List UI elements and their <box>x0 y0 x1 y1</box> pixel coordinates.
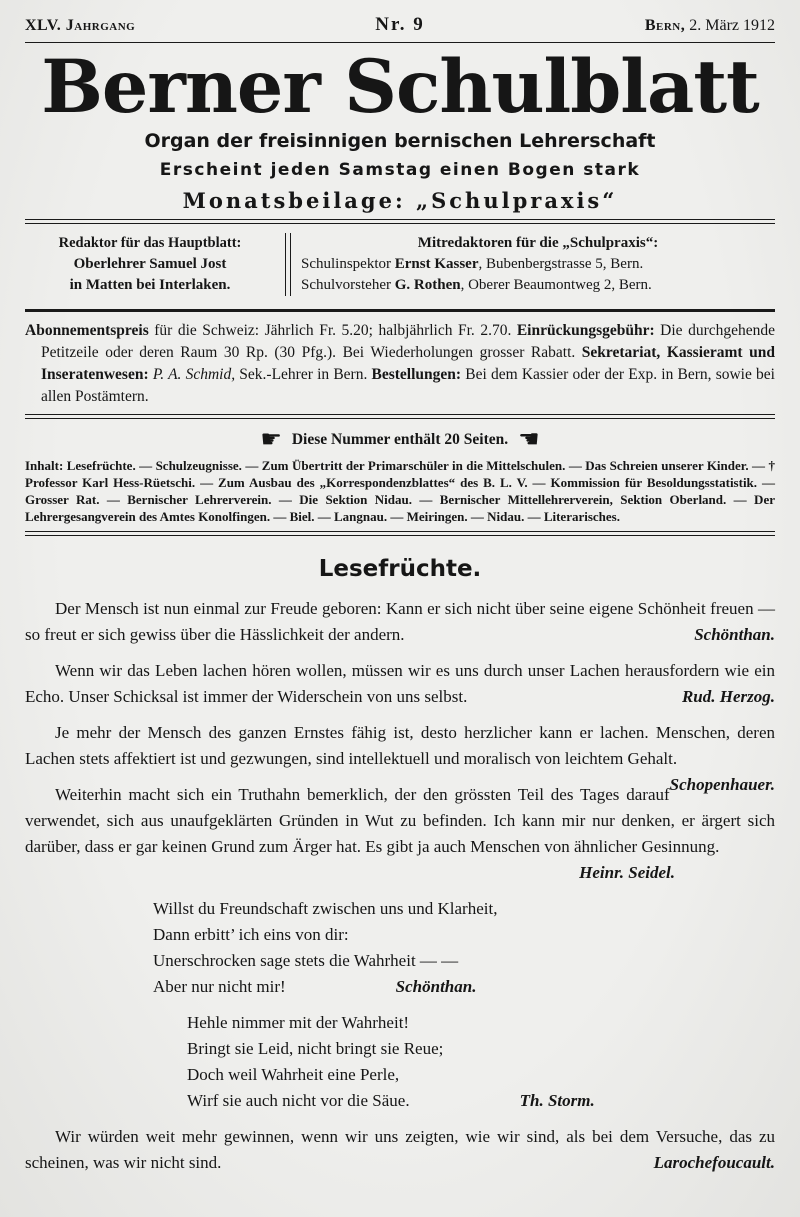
rule-above-editors <box>25 219 775 224</box>
rule-under-issue-line <box>25 42 775 43</box>
subtitle-monatsbeilage: Monatsbeilage: „Schulpraxis“ <box>182 188 618 213</box>
editor-main-name: Samuel Jost <box>149 256 227 272</box>
editor-main-title: Oberlehrer <box>73 256 150 272</box>
poem-2-last-line <box>187 1088 775 1114</box>
poem-2-attribution: Th. Storm. <box>519 1091 595 1110</box>
poem-1 <box>153 896 775 1000</box>
editor-co1-title: Schulinspektor <box>301 256 395 272</box>
editor-co2-name: G. Rothen <box>394 277 461 293</box>
closing-attribution: Larochefoucault. <box>653 1153 775 1172</box>
editors-vertical-divider <box>285 233 291 296</box>
closing-text: Wir würden weit mehr gewinnen, wenn wir uns zeigten, wie wir sind, als bei dem Versuche, das zu scheinen, was wir nicht sind. <box>25 1127 775 1172</box>
paragraph-4-attribution: Heinr. Seidel. <box>579 863 675 882</box>
poem-1-line-1: Willst du Freundschaft zwischen uns und Klarheit, <box>153 899 498 918</box>
editor-co1-address: , Bubenbergstrasse 5, Bern. <box>478 256 644 272</box>
article-paragraph-2 <box>25 658 775 710</box>
editor-main-line2: in Matten bei Interlaken. <box>69 277 231 293</box>
subscription-price-label: Abonnementspreis <box>25 322 149 339</box>
poem-1-last-line <box>153 974 775 1000</box>
poem-2 <box>187 1010 775 1114</box>
editor-main-line1 <box>25 254 275 275</box>
page-count-notice <box>25 425 775 453</box>
issue-number: Nr. 9 <box>375 14 425 35</box>
article-paragraph-4 <box>25 782 775 886</box>
poem-1-line-2: Dann erbitt’ ich eins von dir: <box>153 925 349 944</box>
editor-co2-title: Schulvorsteher <box>301 277 395 293</box>
editor-main-column <box>25 233 275 296</box>
subtitle-erscheint: Erscheint jeden Samstag einen Bogen stark <box>159 160 641 180</box>
paragraph-1-attribution: Schönthan. <box>694 625 775 644</box>
paragraph-1-text: Der Mensch ist nun einmal zur Freude geboren: Kann er sich nicht über seine eigene Schönheit freuen — so freut er sich gewiss über die Hässlichkeit der andern. <box>25 599 775 644</box>
secretary-name: P. A. Schmid, <box>148 366 236 383</box>
rule-above-notice <box>25 414 775 419</box>
dateline-place: Bern, <box>644 17 686 34</box>
contents-list: Lesefrüchte. — Schulzeugnisse. — Zum Übertritt der Primarschüler in die Mittelschulen. — Das Schreien unserer Kinder. — † Professor Karl Hess-Rüetschi. — Zum Ausbau des „Korrespondenzblattes“ des B. L. V. — Kommission für Besoldungsstatistik. — Grosser Rat. — Bernischer Lehrerverein. — Die Sektion Nidau. — Bernischer Mittellehrerverein, Sektion Oberland. — Der Lehrergesangverein des Amtes Konolfingen. — Biel. — Langnau. — Meiringen. — Nidau. — Literarisches. <box>25 458 775 524</box>
subscription-info <box>25 320 775 408</box>
rule-below-contents <box>25 531 775 536</box>
poem-1-line-3: Unerschrocken sage stets die Wahrheit — — <box>153 951 459 970</box>
paragraph-3-text: Je mehr der Mensch des ganzen Ernstes fähig ist, desto herzlicher kann er lachen. Menschen, deren Lachen stets affektiert ist und gezwungen, sind intellektuell und moralisch von leichtem Gehalt. <box>25 723 775 768</box>
dateline-date: 2. März 1912 <box>689 17 775 34</box>
poem-2-line-3: Doch weil Wahrheit eine Perle, <box>187 1065 400 1084</box>
insertion-fee-text: Die durchgehende Petitzeile oder deren Raum 30 Rp. (30 Pfg.). Bei Wiederholungen grosser Rabatt. <box>41 322 776 361</box>
article-title: Lesefrüchte. <box>318 556 482 582</box>
article-paragraph-1 <box>25 596 775 648</box>
dateline <box>525 17 775 35</box>
poem-1-line-4: Aber nur nicht mir! <box>153 977 286 996</box>
editor-co2-address: , Oberer Beaumontweg 2, Bern. <box>460 277 652 293</box>
editor-main-heading: Redaktor für das Hauptblatt: <box>58 235 242 251</box>
volume-label: XLV. Jahrgang <box>25 17 136 34</box>
editor-co-line2 <box>301 275 775 296</box>
rule-below-editors <box>25 309 775 312</box>
paragraph-4-text: Weiterhin macht sich ein Truthahn bemerklich, der den grössten Teil des Tages darauf verwendet, sich aus unaufgeklärten Gründen in Wut zu befinden. Ich kann mir nur denken, er ärgert sich darüber, dass er gar keinen Grund zum Ärger hat. Es gibt ja auch Menschen von ähnlicher Gesinnung. <box>25 785 775 856</box>
paragraph-3-attribution: Schopenhauer. <box>669 775 775 794</box>
paper-title: Berner Schulblatt <box>41 44 759 130</box>
contents-label: Inhalt: <box>25 458 64 473</box>
page-count-text: Diese Nummer enthält 20 Seiten. <box>291 431 509 448</box>
editor-co-column <box>301 233 775 296</box>
poem-2-line-4: Wirf sie auch nicht vor die Säue. <box>187 1091 410 1110</box>
table-of-contents <box>25 457 775 525</box>
paragraph-2-text: Wenn wir das Leben lachen hören wollen, müssen wir es uns durch unser Lachen herausfordern wie ein Echo. Unser Schicksal ist immer der Widerschein von uns selbst. <box>25 661 775 706</box>
paragraph-2-attribution: Rud. Herzog. <box>681 687 775 706</box>
editor-co-line1 <box>301 254 775 275</box>
orders-text: Bei dem Kassier oder der Exp. in Bern, sowie bei allen Postämtern. <box>41 366 775 405</box>
editor-co-heading: Mitredaktoren für die „Schulpraxis“: <box>417 235 659 251</box>
subscription-price-text: für die Schweiz: Jährlich Fr. 5.20; halbjährlich Fr. 2.70. <box>148 322 517 339</box>
article-paragraph-3 <box>25 720 775 794</box>
issue-line <box>25 14 775 36</box>
secretariat-label: Sekretariat, Kassieramt und Inseratenwesen: <box>41 344 775 383</box>
article-closing-paragraph <box>25 1124 775 1176</box>
pointing-hand-left-icon: ☚ <box>518 425 540 453</box>
secretary-text: Sek.-Lehrer in Bern. <box>235 366 372 383</box>
poem-1-attribution: Schönthan. <box>395 977 477 996</box>
editors-block <box>25 230 775 301</box>
subtitle-organ: Organ der freisinnigen bernischen Lehrerschaft <box>144 130 656 152</box>
pointing-hand-right-icon: ☛ <box>260 425 282 453</box>
poem-2-line-1: Hehle nimmer mit der Wahrheit! <box>187 1013 410 1032</box>
orders-label: Bestellungen: <box>371 366 462 383</box>
poem-2-line-2: Bringt sie Leid, nicht bringt sie Reue; <box>187 1039 444 1058</box>
editor-co1-name: Ernst Kasser <box>394 256 479 272</box>
insertion-fee-label: Einrückungsgebühr: <box>516 322 655 339</box>
